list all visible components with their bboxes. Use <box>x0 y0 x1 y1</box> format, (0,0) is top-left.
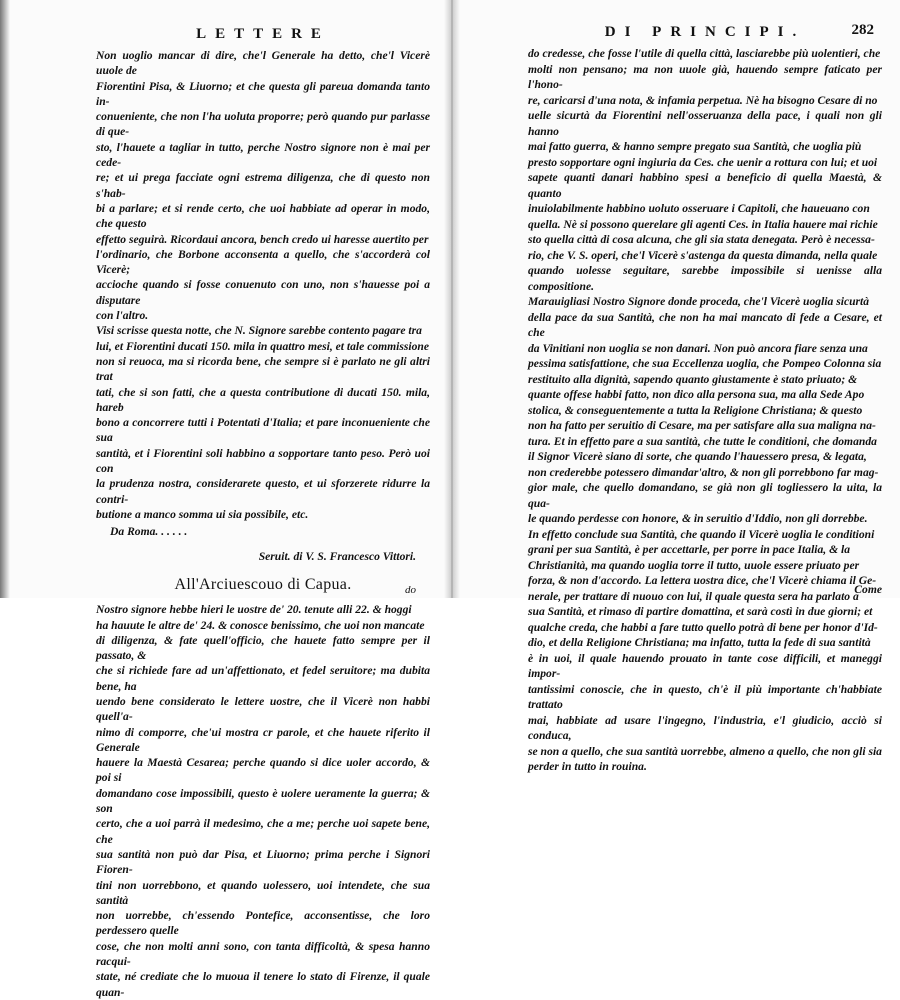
left-paragraph-2: Visi scrisse questa notte, che N. Signore sarebbe contento pagare tra lui, et Fiorentini ducati 150. mila in quattro mesi, et tale commissione non si reuoca, ma si ricorda bene, che sempre si è parlato ne gli altri trat tati, che si son fatti, che a questa contributione di ducati 150. mila, hareb bono a concorrere tutti i Potentati d'Italia; et pare inconueniente che sua santità, et i Fiorentini soli habbino a sopportare tanto peso. Però uoi con la prudenza nostra, considerarete questo, et ui sforzerete ridurre la contri- butione a manco somma ui sia possibile, etc. <box>96 324 430 521</box>
right-body-text: do credesse, che fosse l'utile di quella città, lasciarebbe più uolentieri, che molti non pensano; ma non uuole già, hauendo sempre faticato per l'hono- re, caricarsi d'una nota, & infamia perpetua. Nè ha bisogno Cesare di no uelle sicurtà da Fiorentini nell'osseruanza della pace, i quali non gli hanno mai fatto guerra, & hanno sempre pregato sua Santità, che uoglia più presto sopportare ogni ingiuria da Ces. che uenir a rottura con lui; et uoi sapete quanti danari habbino spesi a beneficio di quella Maestà, & quanto inuiolabilmente habbino uoluto osseruare i Capitoli, che haueuano con quella. Nè si possono querelare gli agenti Ces. in Italia hauere mai richie sto quella città di cosa alcuna, che gli sia stata denegata. Però è necessa- rio, che V. S. operi, che'l Vicerè s'astenga da questa dimanda, nella quale quando uolesse seguitare, sarebbe impossibile si uenisse alla compositione. Marauigliasi Nostro Signore donde proceda, che'l Vicerè uoglia sicurtà della pace da sua Santità, che non ha mai mancato di fede a Cesare, et che da Vinitiani non uoglia se non danari. Non può ancora fiare senza una pessima satisfattione, che sua Eccellenza uoglia, che Pompeo Colonna sia restituito alla dignità, sapendo quanto giustamente è stato priuato; & quante offese habbi fatto, non dico alla persona sua, ma alla Sede Apo stolica, & conseguentemente a tutta la Religione Christiana; & questo non ha fatto per seruitio di Cesare, ma per satisfare alla sua maligna na- tura. Et in effetto pare a sua santità, che tutte le conditioni, che domanda il Signor Vicerè siano di sorte, che quando l'hauessero presa, & legata, non crederebbe potessero dimandar'altro, & non gli porrebbono far mag- gior male, che quello domandano, se già non gli togliessero la uita, la qua- le quando perdesse con honore, & in seruitio d'Iddio, non gli dorrebbe. In effetto conclude sua Santità, che quando il Vicerè uoglia le conditioni grani per sua Santità, è per accettarle, per porre in pace Italia, & la Christianità, ma quando uoglia torre il tutto, uuole essere priuato per forza, & non d'accordo. La lettera uostra dice, che'l Vicerè chiama il Ge- nerale, per trattare di nuouo con lui, il quale questa sera ha parlato a sua Santità, et rimaso di partire domattina, et sarà costì in due giorni; et qualche creda, che habbi a fare tutto quello potrà di bene per honor d'Id- dio, et della Religione Christiana; ma infatto, tutta la fede di sua santità è in uoi, il quale hauendo prouato in tante cose difficili, et maneggi impor- tantissimi conoscie, che in questo, ch'è il più importante ch'habbiate trattato mai, habbiate ad usare l'ingegno, l'industria, e'l giudicio, acciò si conduca, se non a quello, che sua santità uorrebbe, almeno a quello, che non gli sia perder in tutto in rouina. <box>528 47 882 773</box>
letter-heading: All'Arciuescouo di Capua. <box>174 576 352 594</box>
left-paragraph-1: Non uoglio mancar di dire, che'l Generale ha detto, che'l Vicerè uuole de Fiorentini Pisa, & Liuorno; et che questa gli pareua domanda tanto in- conueniente, che non l'ha uoluta proporre; però quando pur parlasse di que- sto, l'hauete a tagliar in tutto, perche Nostro signore non è mai per cede- re; et ui prega facciate ogni estrema diligenza, che di questo non s'hab- bi a parlare; et si rende certo, che uoi habbiate ad operar in modo, che questo effetto seguirà. Ricordaui ancora, bench credo ui haresse auertito per l'ordinario, che Borbone acconsenta a quello, che s'accorderà col Vicerè; accioche quando si fosse conuenuto con uno, non s'hauesse poi a disputare con l'altro. <box>96 49 430 323</box>
left-catchword: do <box>405 584 416 596</box>
right-catchword: Come <box>854 583 882 596</box>
right-page <box>452 0 900 773</box>
right-running-head: DI PRINCIPI. <box>604 24 806 40</box>
left-running-head: LETTERE <box>196 26 330 42</box>
page-number: 282 <box>851 22 874 38</box>
letter-place: Da Roma. . . . . . <box>110 525 188 539</box>
left-paragraph-3: Nostro signore hebbe hieri le uostre de' 20. tenute alli 22. & hoggi ha hauute le altre de' 24. & conosce benissimo, che uoi non mancate di diligenza, & fate quell'officio, che hauete fatto sempre per il passato, & che si richiede fare ad un'affettionato, et fedel seruitore; ma dubita bene, ha uendo bene considerato le lettere uostre, che il Vicerè non habbi quell'a- nimo di comporre, che'ui mostra cr parole, et che hauete riferito il Generale hauere la Maestà Cesarea; perche quando si dice uoler accordo, & poi si domandano cose impossibili, questo è uolere ueramente la guerra; & son certo, che a uoi parrà il medesimo, che a me; perche uoi sapete bene, che sua santità non può dar Pisa, et Liuorno; prima perche i Signori Fioren- tini non uorrebbono, et quando uolessero, uoi intendete, che sua santità non uorrebbe, ch'essendo Pontefice, acconsentisse, che loro perdessero quelle cose, che non molti anni sono, con tanta difficoltà, & spesa hanno racqui- state, né crediate che lo muoua il tenere lo stato di Firenze, il quale quan- <box>96 603 430 999</box>
letter-signature: Seruit. di V. S. Francesco Vittori. <box>258 550 416 564</box>
